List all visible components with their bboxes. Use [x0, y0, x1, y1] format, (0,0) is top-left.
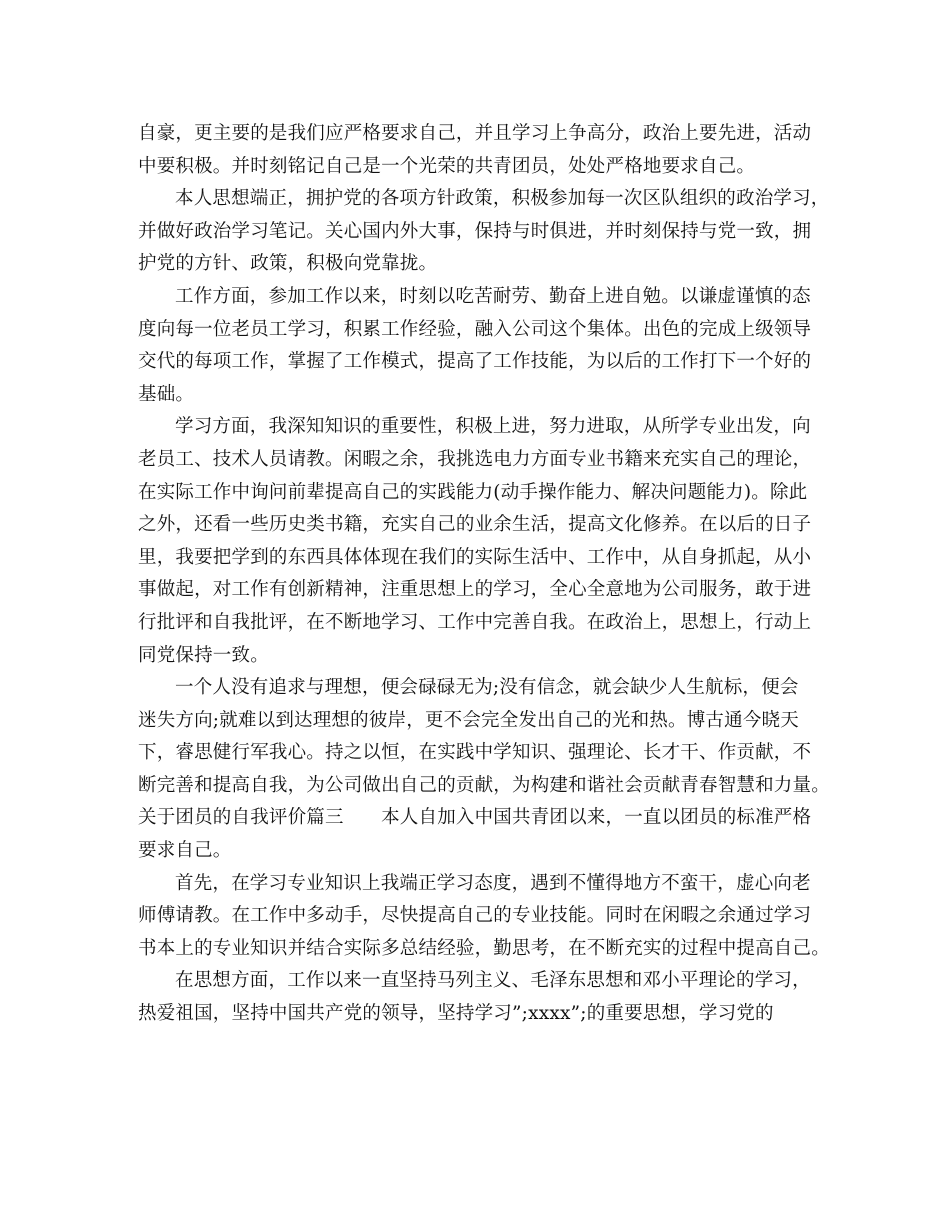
text-line: 关于团员的自我评价篇三 本人自加入中国共青团以来，一直以团员的标准严格 — [138, 807, 812, 829]
text-line: 并做好政治学习笔记。关心国内外大事，保持与时俱进，并时刻保持与党一致，拥 — [138, 220, 812, 242]
text-line: 事做起，对工作有创新精神，注重思想上的学习，全心全意地为公司服务，敢于进 — [138, 579, 812, 601]
text-line: 工作方面，参加工作以来，时刻以吃苦耐劳、勤奋上进自勉。以谦虚谨慎的态 — [175, 285, 811, 307]
text-line: 下，睿思健行军我心。持之以恒，在实践中学知识、强理论、长才干、作贡献，不 — [138, 742, 812, 764]
text-line: 基础。 — [138, 383, 195, 405]
text-line: 一个人没有追求与理想，便会碌碌无为;没有信念，就会缺少人生航标，便会 — [175, 677, 799, 699]
text-line: 在思想方面，工作以来一直坚持马列主义、毛泽东思想和邓小平理论的学习， — [175, 970, 811, 992]
text-line: 之外，还看一些历史类书籍，充实自己的业余生活，提高文化修养。在以后的日子 — [138, 514, 812, 536]
text-line: 学习方面，我深知知识的重要性，积极上进，努力进取，从所学专业出发，向 — [175, 416, 811, 438]
text-line: 行批评和自我批评，在不断地学习、工作中完善自我。在政治上，思想上，行动上 — [138, 611, 812, 633]
document-body — [138, 118, 830, 1031]
text-line: 本人思想端正，拥护党的各项方针政策，积极参加每一次区队组织的政治学习， — [175, 188, 830, 210]
text-line: 同党保持一致。 — [138, 644, 269, 666]
text-line: 中要积极。并时刻铭记自己是一个光荣的共青团员，处处严格地要求自己。 — [138, 155, 756, 177]
text-line: 书本上的专业知识并结合实际多总结经验，勤思考，在不断充实的过程中提高自己。 — [138, 937, 830, 959]
text-line: 热爱祖国，坚持中国共产党的领导，坚持学习”;xxxx”;的重要思想，学习党的 — [138, 1003, 774, 1025]
text-line: 自豪，更主要的是我们应严格要求自己，并且学习上争高分，政治上要先进，活动 — [138, 123, 812, 144]
text-line: 交代的每项工作，掌握了工作模式，提高了工作技能，为以后的工作打下一个好的 — [138, 351, 812, 373]
text-line: 迷失方向;就难以到达理想的彼岸，更不会完全发出自己的光和热。博古通今晓天 — [138, 709, 799, 731]
text-line: 里，我要把学到的东西具体体现在我们的实际生活中、工作中，从自身抓起，从小 — [138, 546, 812, 568]
text-line: 师傅请教。在工作中多动手，尽快提高自己的专业技能。同时在闲暇之余通过学习 — [138, 905, 812, 927]
text-line: 护党的方针、政策，积极向党靠拢。 — [138, 253, 438, 275]
text-line: 断完善和提高自我，为公司做出自己的贡献，为构建和谐社会贡献青春智慧和力量。 — [138, 774, 830, 796]
text-line: 要求自己。 — [138, 840, 232, 862]
text-line: 老员工、技术人员请教。闲暇之余，我挑选电力方面专业书籍来充实自己的理论， — [138, 448, 812, 470]
text-line: 度向每一位老员工学习，积累工作经验，融入公司这个集体。出色的完成上级领导 — [138, 318, 812, 340]
text-line: 首先，在学习专业知识上我端正学习态度，遇到不懂得地方不蛮干，虚心向老 — [175, 872, 811, 894]
text-line: 在实际工作中询问前辈提高自己的实践能力(动手操作能力、解决问题能力)。除此 — [138, 481, 808, 503]
